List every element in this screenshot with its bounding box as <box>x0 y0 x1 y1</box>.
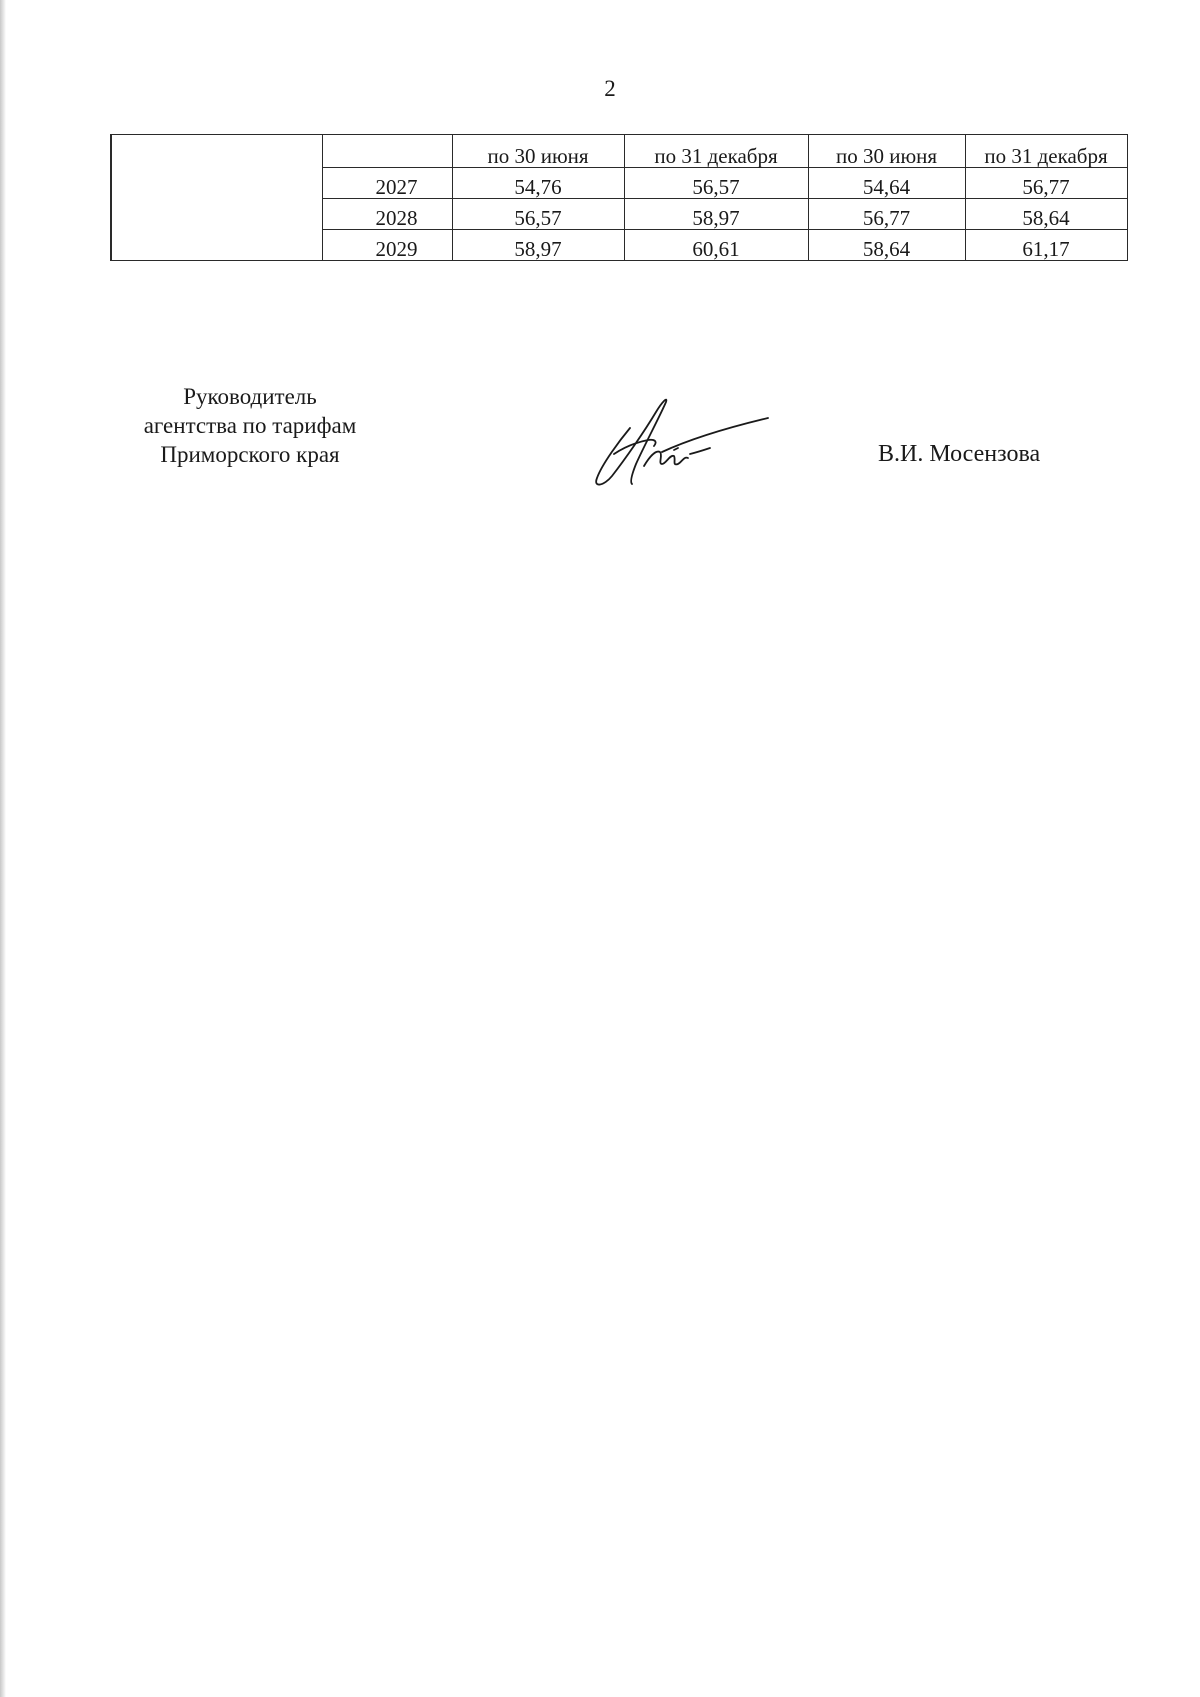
table-value-cell: 58,64 <box>965 199 1127 230</box>
position-line: Руководитель <box>183 384 317 409</box>
table-year-cell: 2029 <box>322 230 452 261</box>
position-line: Приморского края <box>160 442 340 467</box>
table-year-cell: 2028 <box>322 199 452 230</box>
table-header-cell: по 30 июня <box>808 135 965 168</box>
table-value-cell: 54,64 <box>808 168 965 199</box>
table-value-cell: 54,76 <box>452 168 624 199</box>
page-number: 2 <box>604 76 616 101</box>
position-line: агентства по тарифам <box>143 413 357 438</box>
table-value-cell: 61,17 <box>965 230 1127 261</box>
signatory-position <box>110 382 390 469</box>
scan-edge-shadow <box>0 0 6 1697</box>
table-header-cell <box>322 135 452 168</box>
table-value-cell: 56,57 <box>452 199 624 230</box>
table-value-cell: 56,77 <box>965 168 1127 199</box>
table-value-cell: 60,61 <box>624 230 808 261</box>
table-value-cell: 58,97 <box>624 199 808 230</box>
table-header-cell: по 31 декабря <box>965 135 1127 168</box>
table-header-row <box>111 135 1127 168</box>
signer-name: В.И. Мосензова <box>878 441 1041 467</box>
table-header-cell: по 30 июня <box>452 135 624 168</box>
table-value-cell: 56,57 <box>624 168 808 199</box>
table-value-cell: 58,64 <box>808 230 965 261</box>
table-value-cell: 58,97 <box>452 230 624 261</box>
handwritten-signature-icon <box>592 394 770 490</box>
table-value-cell: 56,77 <box>808 199 965 230</box>
tariff-table <box>110 134 1128 261</box>
table-header-cell: по 31 декабря <box>624 135 808 168</box>
table-blank-cell <box>111 135 322 261</box>
table-year-cell: 2027 <box>322 168 452 199</box>
